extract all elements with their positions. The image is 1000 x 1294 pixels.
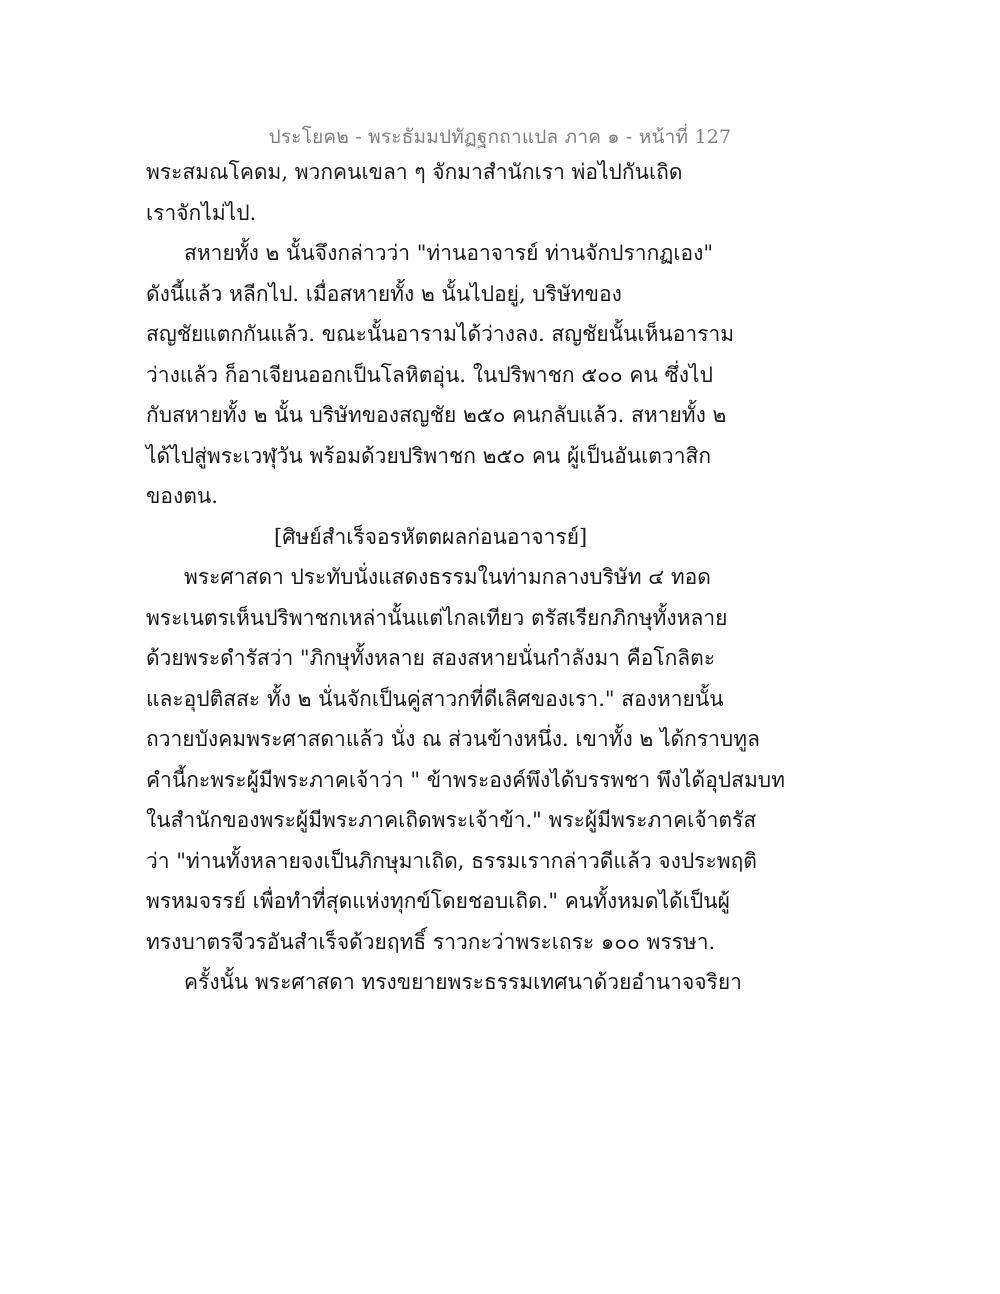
text-line: สหายทั้ง ๒ นั้นจึงกล่าวว่า "ท่านอาจารย์ ท่านจักปรากฏเอง" (184, 241, 714, 265)
text-line: ด้วยพระดำรัสว่า "ภิกษุทั้งหลาย สองสหายนั่นกำลังมา คือโกลิตะ (146, 646, 716, 670)
text-line: พรหมจรรย์ เพื่อทำที่สุดแห่งทุกข์โดยชอบเถิด." คนทั้งหมดได้เป็นผู้ (146, 889, 730, 913)
text-line: สญชัยแตกกันแล้ว. ขณะนั้นอารามได้ว่างลง. สญชัยนั้นเห็นอาราม (146, 322, 735, 346)
text-line: และอุปติสสะ ทั้ง ๒ นั่นจักเป็นคู่สาวกที่ดีเลิศของเรา." สองหายนั้น (146, 686, 724, 711)
text-line: ได้ไปสู่พระเวฬุวัน พร้อมด้วยปริพาชก ๒๕๐ คน ผู้เป็นอันเตวาสิก (146, 443, 712, 468)
text-line: ในสำนักของพระผู้มีพระภาคเถิดพระเจ้าข้า." พระผู้มีพระภาคเจ้าตรัส (146, 808, 757, 832)
text-line: ว่างแล้ว ก็อาเจียนออกเป็นโลหิตอุ่น. ในปริพาชก ๕๐๐ คน ซึ่งไป (146, 362, 713, 387)
text-line: พระสมณโคดม, พวกคนเขลา ๆ จักมาสำนักเรา พ่อไปกันเถิด (146, 160, 683, 184)
text-line: คำนี้กะพระผู้มีพระภาคเจ้าว่า " ข้าพระองค์พึงได้บรรพชา พึงได้อุปสมบท (146, 767, 785, 792)
text-line: ดังนี้แล้ว หลีกไป. เมื่อสหายทั้ง ๒ นั้นไปอยู่, บริษัทของ (146, 281, 622, 306)
running-header: ประโยค๒ - พระธัมมปทัฏฐกถาแปล ภาค ๑ - หน้าที่ 127 (268, 126, 732, 148)
text-line: กับสหายทั้ง ๒ นั้น บริษัทของสญชัย ๒๕๐ คนกลับแล้ว. สหายทั้ง ๒ (146, 403, 727, 427)
section-heading: [ศิษย์สำเร็จอรหัตตผลก่อนอาจารย์] (274, 524, 588, 549)
body-text (146, 152, 785, 1003)
text-line: ว่า "ท่านทั้งหลายจงเป็นภิกษุมาเถิด, ธรรมเรากล่าวดีแล้ว จงประพฤติ (146, 848, 757, 873)
text-line: ทรงบาตรจีวรอันสำเร็จด้วยฤทธิ์ ราวกะว่าพระเถระ ๑๐๐ พรรษา. (146, 929, 716, 954)
text-line: ถวายบังคมพระศาสดาแล้ว นั่ง ณ ส่วนข้างหนึ่ง. เขาทั้ง ๒ ได้กราบทูล (146, 727, 760, 751)
text-line: ของตน. (146, 484, 218, 508)
text-line: ครั้งนั้น พระศาสดา ทรงขยายพระธรรมเทศนาด้วยอำนาจจริยา (184, 970, 742, 994)
text-line: เราจักไม่ไป. (146, 200, 257, 225)
text-line: พระเนตรเห็นปริพาชกเหล่านั้นแต่ไกลเทียว ตรัสเรียกภิกษุทั้งหลาย (146, 605, 728, 630)
text-line: พระศาสดา ประทับนั่งแสดงธรรมในท่ามกลางบริษัท ๔ ทอด (184, 565, 711, 589)
